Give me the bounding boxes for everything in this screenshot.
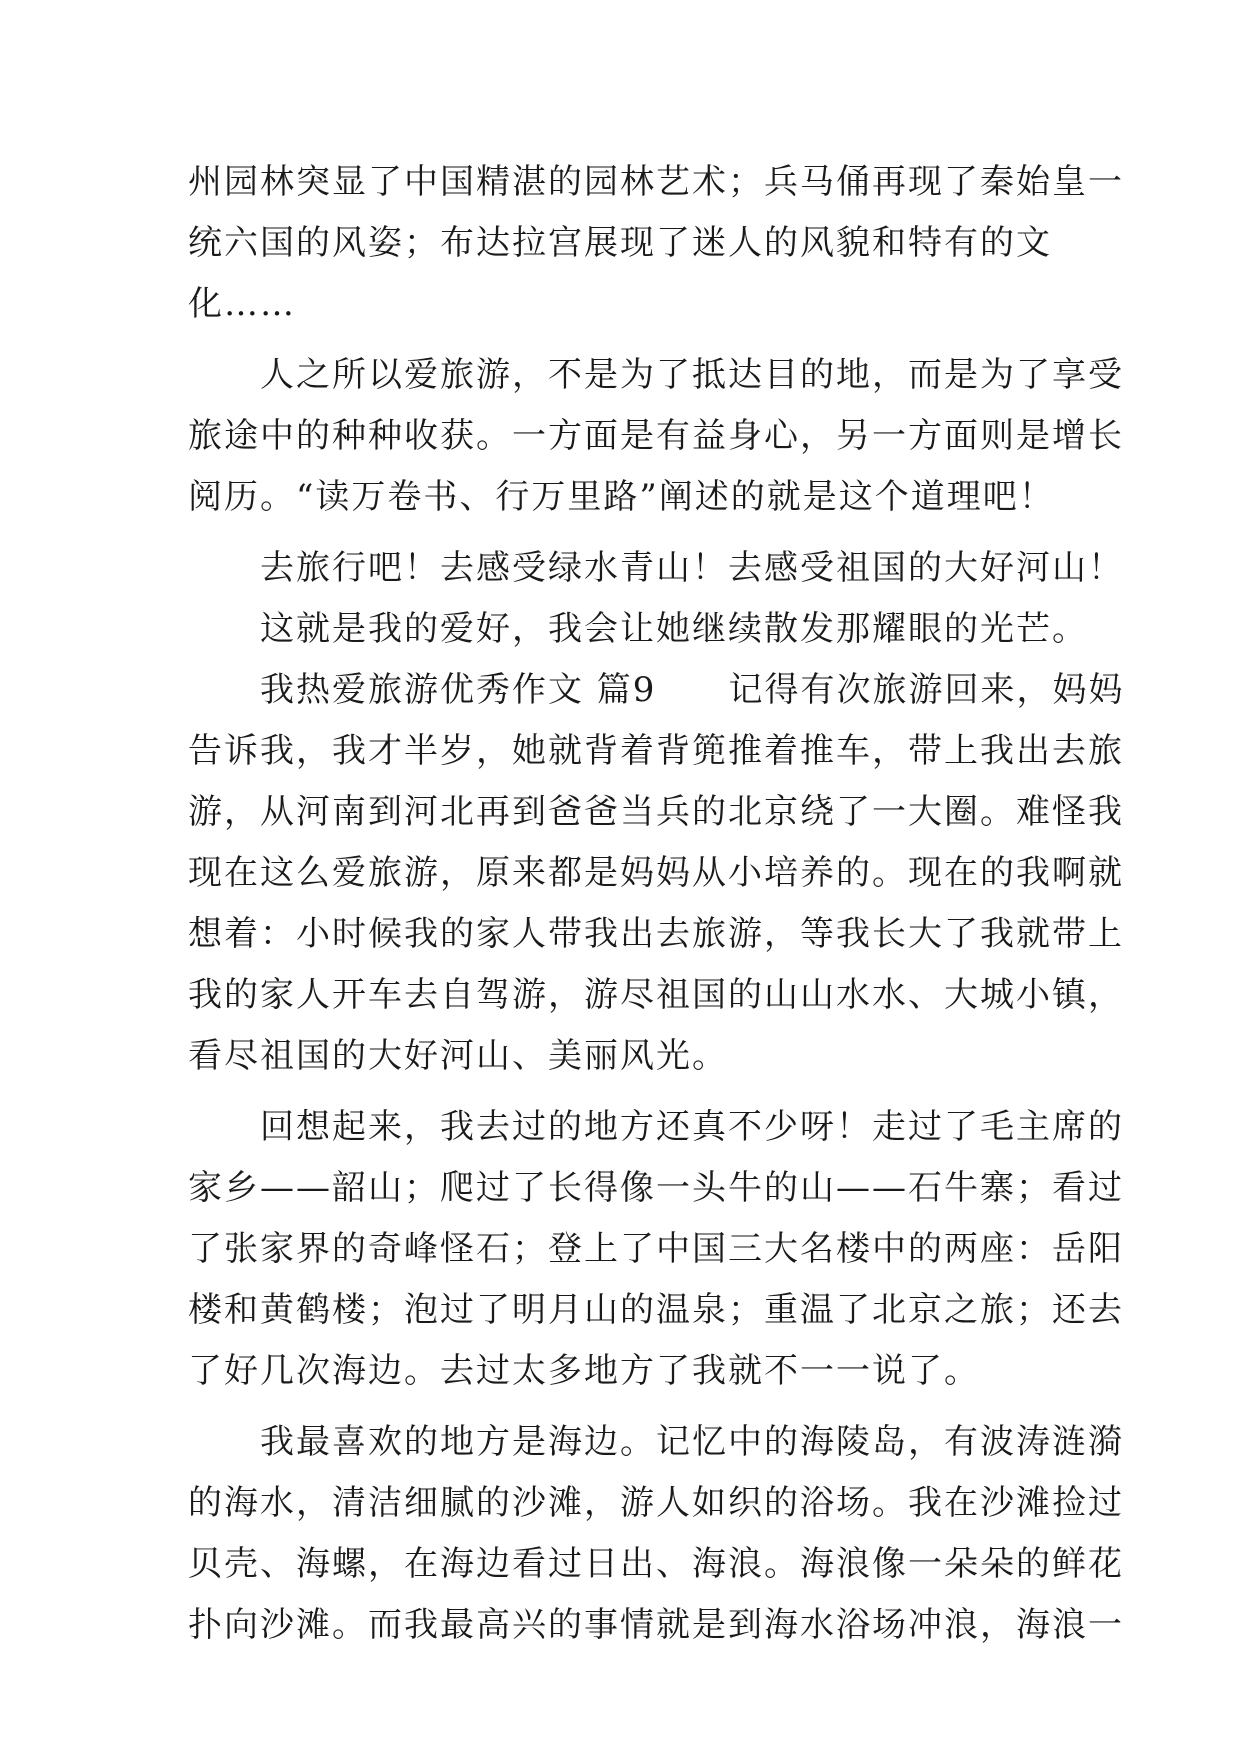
text-line: 的海水，清洁细腻的沙滩，游人如织的浴场。我在沙滩捡过 <box>188 1483 1124 1523</box>
text-line: 现在这么爱旅游，原来都是妈妈从小培养的。现在的我啊就 <box>188 853 1124 893</box>
text-line: 回想起来，我去过的地方还真不少呀！走过了毛主席的 <box>188 1107 1124 1147</box>
text-line: 想着：小时候我的家人带我出去旅游，等我长大了我就带上 <box>188 914 1124 954</box>
text-line: 旅途中的种种收获。一方面是有益身心，另一方面则是增长 <box>188 416 1124 456</box>
text-line: 我最喜欢的地方是海边。记忆中的海陵岛，有波涛涟漪 <box>188 1422 1124 1462</box>
text-line: 贝壳、海螺，在海边看过日出、海浪。海浪像一朵朵的鲜花 <box>188 1544 1124 1584</box>
text-line: 人之所以爱旅游，不是为了抵达目的地，而是为了享受 <box>188 355 1124 395</box>
text-line: 我热爱旅游优秀作文 篇9 记得有次旅游回来，妈妈 <box>188 670 1125 710</box>
text-line: 阅历。“读万卷书、行万里路”阐述的就是这个道理吧！ <box>188 477 1055 517</box>
text-line: 看尽祖国的大好河山、美丽风光。 <box>188 1036 728 1076</box>
text-line: 了张家界的奇峰怪石；登上了中国三大名楼中的两座：岳阳 <box>188 1229 1124 1269</box>
text-line: 楼和黄鹤楼；泡过了明月山的温泉；重温了北京之旅；还去 <box>188 1290 1124 1330</box>
text-line: 统六国的风姿；布达拉宫展现了迷人的风貌和特有的文 <box>188 223 1052 263</box>
text-line: 州园林突显了中国精湛的园林艺术；兵马俑再现了秦始皇一 <box>188 162 1124 202</box>
text-line: 告诉我，我才半岁，她就背着背篼推着推车，带上我出去旅 <box>188 731 1124 771</box>
text-line: 我的家人开车去自驾游，游尽祖国的山山水水、大城小镇， <box>188 975 1124 1015</box>
text-line: 了好几次海边。去过太多地方了我就不一一说了。 <box>188 1351 980 1391</box>
text-line: 扑向沙滩。而我最高兴的事情就是到海水浴场冲浪，海浪一 <box>188 1605 1124 1645</box>
text-line: 家乡——韶山；爬过了长得像一头牛的山——石牛寨；看过 <box>188 1168 1124 1208</box>
text-line: 游，从河南到河北再到爸爸当兵的北京绕了一大圈。难怪我 <box>188 792 1124 832</box>
text-line: 这就是我的爱好，我会让她继续散发那耀眼的光芒。 <box>188 609 1088 649</box>
document-body <box>188 152 1125 1656</box>
text-line: 化…… <box>188 284 296 324</box>
text-line: 去旅行吧！去感受绿水青山！去感受祖国的大好河山！ <box>188 548 1124 588</box>
